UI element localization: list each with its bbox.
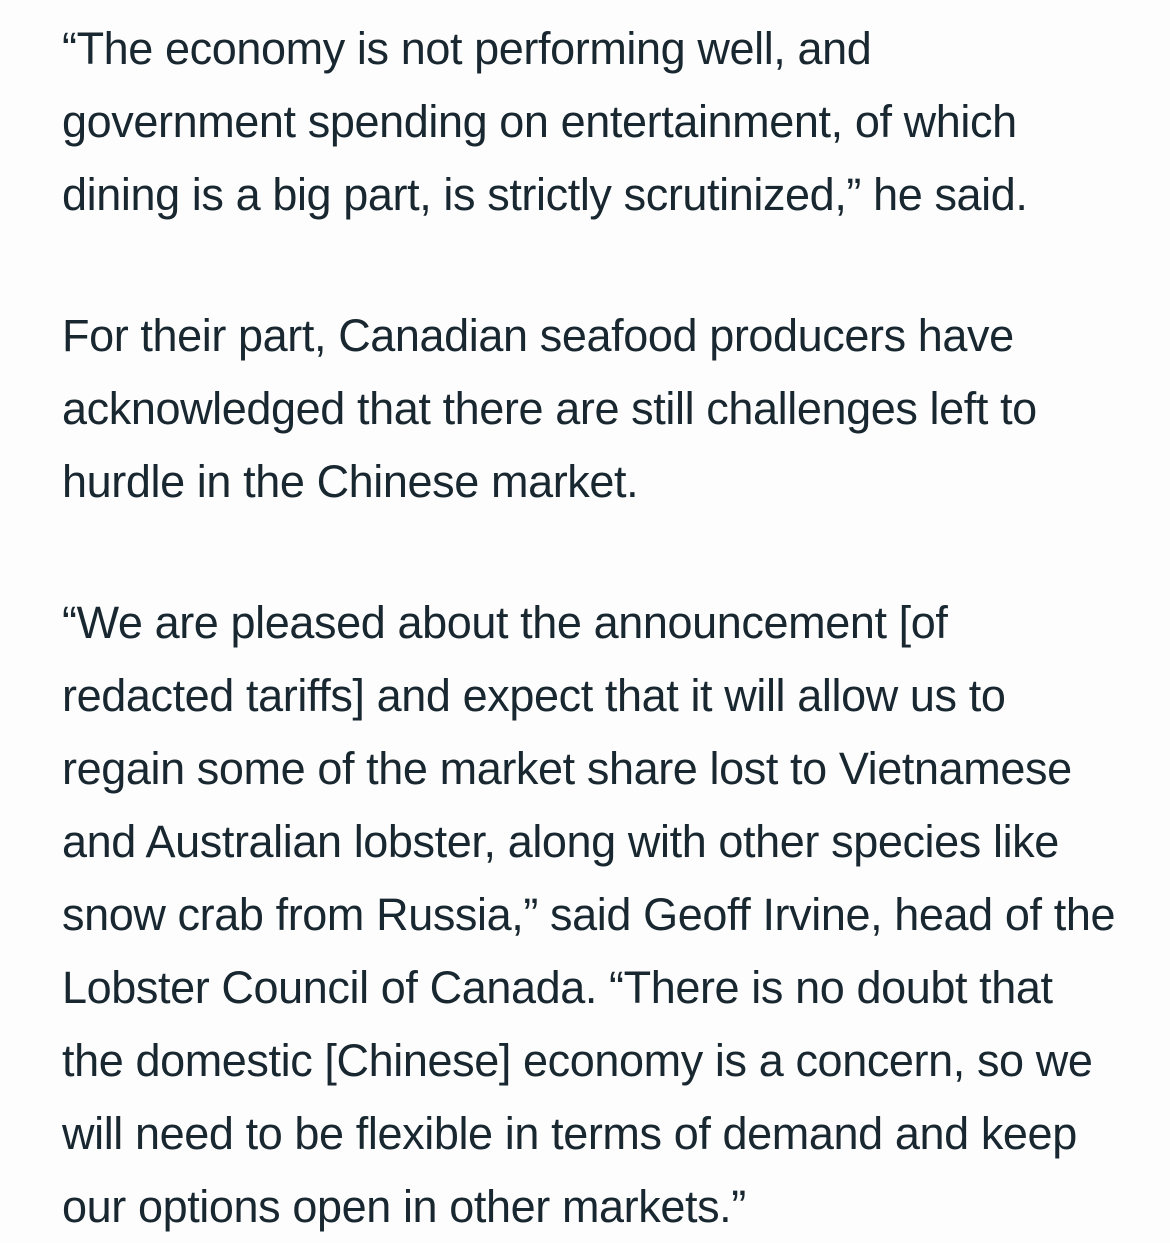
article-line: and Australian lobster, along with other species like — [62, 816, 1059, 867]
article-line: “We are pleased about the announcement [of — [62, 597, 948, 648]
article-line: government spending on entertainment, of which — [62, 96, 1017, 147]
article-line: dining is a big part, is strictly scrutinized,” he said. — [62, 169, 1028, 220]
article-line: will need to be flexible in terms of demand and keep — [62, 1108, 1077, 1159]
article-line: redacted tariffs] and expect that it will allow us to — [62, 670, 1006, 721]
article-line: snow crab from Russia,” said Geoff Irvine, head of the — [62, 889, 1116, 940]
article-line: hurdle in the Chinese market. — [62, 456, 639, 507]
article-line: acknowledged that there are still challenges left to — [62, 383, 1037, 434]
article-line: “The economy is not performing well, and — [62, 23, 872, 74]
paragraph-quote-economy — [62, 12, 1130, 231]
article-line: Lobster Council of Canada. “There is no doubt that — [62, 962, 1053, 1013]
article-line: our options open in other markets.” — [62, 1181, 746, 1232]
paragraph-canadian-producers — [62, 299, 1130, 518]
article-line: the domestic [Chinese] economy is a concern, so we — [62, 1035, 1093, 1086]
article-line: regain some of the market share lost to Vietnamese — [62, 743, 1072, 794]
paragraph-quote-geoff-irvine — [62, 586, 1130, 1243]
article-line: For their part, Canadian seafood producers have — [62, 310, 1014, 361]
